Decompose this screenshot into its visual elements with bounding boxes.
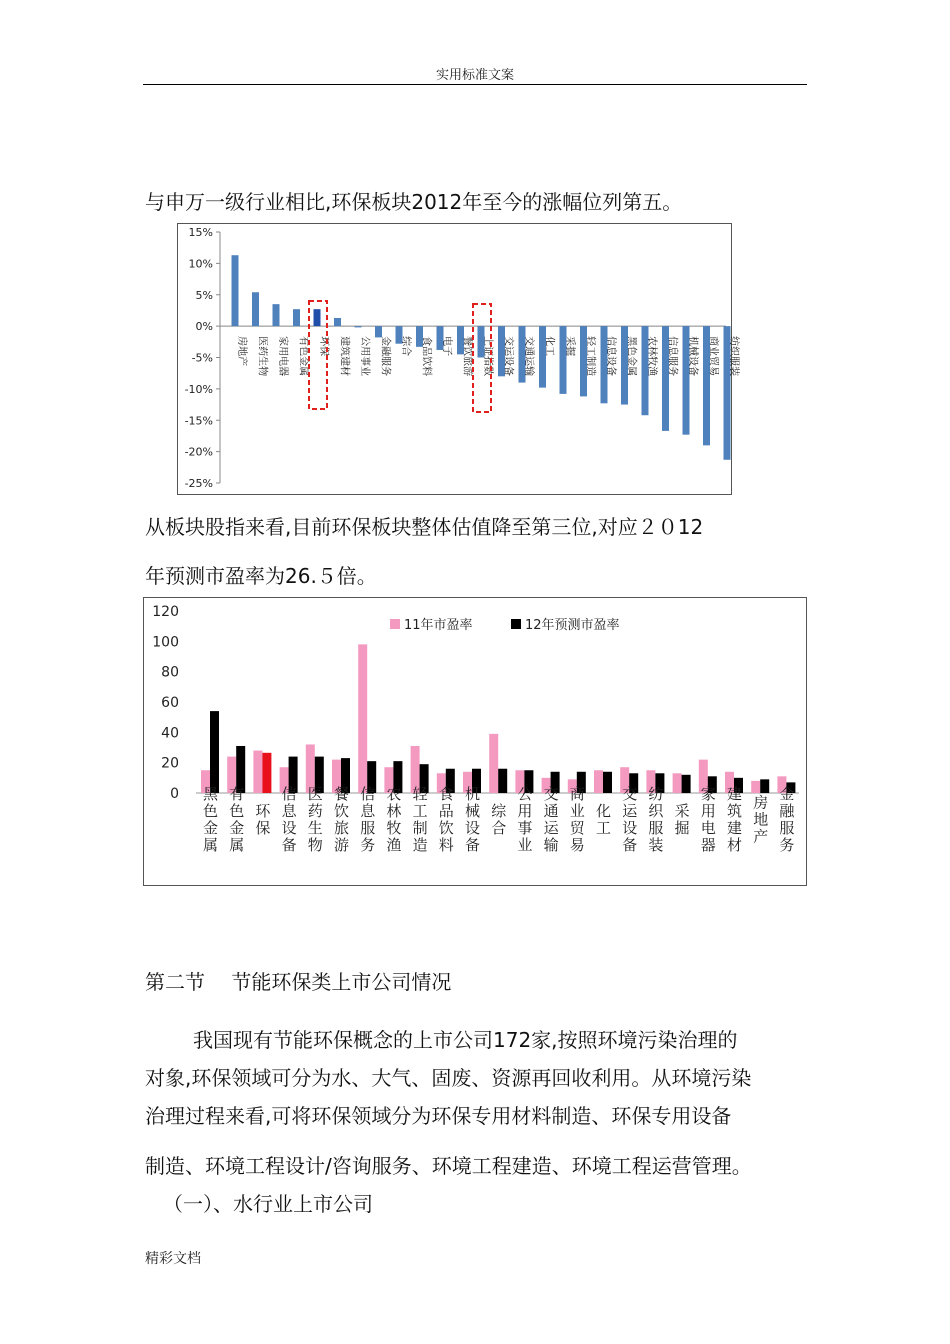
category-label-text: 纺织服装 bbox=[728, 336, 739, 377]
y-tick-label: 0 bbox=[170, 786, 179, 802]
category-label-text: 公用事业 bbox=[359, 336, 370, 377]
category-label bbox=[380, 336, 393, 376]
bar-11 bbox=[358, 644, 367, 793]
bar-12 bbox=[760, 779, 769, 793]
y-tick-label: 80 bbox=[161, 664, 179, 681]
category-label-text: 黑色金属 bbox=[625, 336, 637, 377]
category-label bbox=[441, 336, 454, 356]
category-label bbox=[503, 336, 516, 376]
category-label-text: 医药生物 bbox=[256, 336, 268, 377]
category-label: 采掘 bbox=[672, 803, 691, 837]
category-label-text: 交通运输 bbox=[523, 336, 534, 377]
bar-11 bbox=[253, 751, 262, 793]
bar-11 bbox=[751, 781, 760, 793]
bar-12 bbox=[498, 769, 507, 793]
category-label-text: 商业贸易 bbox=[707, 336, 719, 377]
legend-swatch-11 bbox=[390, 619, 400, 629]
category-label bbox=[236, 336, 249, 366]
category-label: 建筑建材 bbox=[725, 786, 743, 854]
category-label bbox=[277, 336, 290, 376]
page-footer: 精彩文档 bbox=[145, 1251, 201, 1267]
category-label: 化工 bbox=[594, 803, 612, 837]
category-label bbox=[605, 336, 618, 376]
y-tick-label: 100 bbox=[152, 634, 179, 651]
category-label bbox=[544, 336, 557, 356]
body-line-4: 制造、环境工程设计/咨询服务、环境工程建造、环境工程运营管理。 bbox=[145, 1154, 752, 1178]
bar-12 bbox=[682, 775, 691, 793]
y-tick-label: -20% bbox=[184, 445, 213, 459]
category-label: 信息设备 bbox=[279, 786, 298, 854]
category-label: 交运设备 bbox=[620, 786, 639, 854]
category-label-text: 农林牧渔 bbox=[646, 336, 657, 377]
bar bbox=[273, 304, 280, 326]
y-tick-label: 15% bbox=[188, 226, 213, 239]
category-label-text: 电子 bbox=[441, 336, 452, 357]
body-line-1: 我国现有节能环保概念的上市公司172家,按照环境污染治理的 bbox=[193, 1028, 738, 1052]
category-label: 轻工制造 bbox=[410, 786, 429, 854]
y-tick-label: -15% bbox=[184, 414, 213, 428]
page-header: 实用标准文案 bbox=[435, 68, 514, 83]
category-label-text: 采掘 bbox=[564, 336, 575, 357]
category-label-text: 房地产 bbox=[236, 336, 247, 367]
body-line-3: 治理过程来看,可将环保领域分为环保专用材料制造、环保专用设备 bbox=[145, 1104, 732, 1128]
category-label: 食品饮料 bbox=[436, 786, 455, 854]
category-label: 金融服务 bbox=[777, 786, 796, 854]
category-label bbox=[687, 336, 700, 376]
y-tick-label: 20 bbox=[161, 755, 179, 772]
category-label: 医药生物 bbox=[305, 786, 324, 854]
category-label: 综合 bbox=[489, 803, 508, 837]
category-label bbox=[667, 336, 680, 376]
bar bbox=[334, 318, 341, 326]
category-label-text: 餐饮旅游 bbox=[461, 336, 473, 377]
category-label: 农林牧渔 bbox=[384, 786, 403, 854]
legend-label-12: 12年预测市盈率 bbox=[525, 618, 620, 633]
header-rule bbox=[143, 84, 807, 85]
category-label: 交通运输 bbox=[541, 786, 560, 854]
bar-11 bbox=[673, 773, 682, 793]
category-label bbox=[359, 336, 372, 376]
category-label bbox=[626, 336, 639, 376]
category-label: 信息服务 bbox=[358, 786, 377, 854]
category-label: 家用电器 bbox=[698, 786, 717, 854]
category-label-text: 建筑建材 bbox=[338, 336, 350, 377]
y-tick-label: 10% bbox=[188, 257, 213, 271]
category-label bbox=[339, 336, 352, 376]
bar-12 bbox=[262, 753, 271, 793]
category-label-text: 环保 bbox=[318, 336, 329, 357]
legend-swatch-12 bbox=[511, 619, 521, 629]
category-label: 有色金属 bbox=[227, 786, 246, 854]
bar-11 bbox=[594, 770, 603, 793]
category-label: 公用事业 bbox=[515, 786, 534, 854]
bar-12 bbox=[210, 711, 219, 793]
industry-performance-chart bbox=[177, 223, 739, 495]
category-label bbox=[482, 336, 495, 376]
bar bbox=[355, 326, 362, 327]
category-label bbox=[646, 336, 659, 376]
category-label-text: 轻工制造 bbox=[584, 336, 596, 377]
category-label: 餐饮旅游 bbox=[332, 786, 350, 854]
y-tick-label: 5% bbox=[195, 288, 213, 302]
category-label-text: 机械设备 bbox=[687, 336, 698, 377]
category-label: 环保 bbox=[253, 803, 272, 837]
category-label-text: 上证指数 bbox=[482, 336, 493, 377]
y-tick-label: -25% bbox=[184, 477, 213, 490]
category-label-text: 家用电器 bbox=[277, 336, 288, 377]
y-tick-label: 0% bbox=[195, 320, 213, 334]
category-label bbox=[318, 336, 331, 356]
body-line-2: 对象,环保领域可分为水、大气、固废、资源再回收利用。从环境污染 bbox=[145, 1066, 752, 1090]
category-label-text: 食品饮料 bbox=[420, 336, 432, 377]
paragraph-2: 从板块股指来看,目前环保板块整体估值降至第三位,对应２０12 bbox=[145, 515, 704, 539]
category-label: 机械设备 bbox=[463, 786, 481, 854]
paragraph-1: 与申万一级行业相比,环保板块2012年至今的涨幅位列第五。 bbox=[145, 190, 683, 214]
category-label bbox=[708, 336, 721, 376]
legend-label-11: 11年市盈率 bbox=[404, 618, 473, 633]
y-tick-label: 40 bbox=[161, 725, 179, 742]
paragraph-3: 年预测市盈率为26.５倍。 bbox=[145, 564, 377, 588]
category-label-text: 有色金属 bbox=[297, 336, 309, 377]
section-title: 第二节 节能环保类上市公司情况 bbox=[145, 970, 452, 994]
y-tick-label: 120 bbox=[152, 604, 179, 620]
bar-12 bbox=[603, 772, 612, 793]
pe-ratio-svg bbox=[144, 598, 806, 885]
category-label-text: 化工 bbox=[543, 336, 555, 357]
y-tick-label: -10% bbox=[184, 382, 213, 396]
category-label bbox=[564, 336, 577, 356]
y-tick-label: 60 bbox=[161, 695, 179, 711]
category-label-text: 信息服务 bbox=[666, 336, 678, 377]
subsection-title: （一）、水行业上市公司 bbox=[163, 1192, 373, 1216]
bar bbox=[314, 309, 321, 326]
category-label: 黑色金属 bbox=[201, 786, 219, 854]
category-label: 纺织服装 bbox=[646, 786, 665, 854]
category-label bbox=[257, 336, 270, 376]
bar bbox=[252, 292, 259, 326]
category-label: 房地产 bbox=[751, 794, 770, 846]
category-label-text: 金融服务 bbox=[379, 336, 391, 377]
category-label bbox=[421, 336, 434, 376]
bar bbox=[232, 255, 239, 326]
category-label bbox=[523, 336, 536, 376]
category-label-text: 信息设备 bbox=[605, 336, 616, 377]
bar bbox=[293, 309, 300, 326]
category-label-text: 综合 bbox=[400, 336, 411, 357]
category-label-text: 交运设备 bbox=[502, 336, 514, 377]
industry-performance-svg bbox=[178, 224, 739, 494]
category-label: 商业贸易 bbox=[567, 786, 586, 854]
category-label bbox=[585, 336, 598, 376]
category-label bbox=[400, 336, 413, 356]
y-tick-label: -5% bbox=[191, 351, 213, 365]
category-label bbox=[728, 336, 741, 376]
bar-11 bbox=[489, 734, 498, 793]
pe-ratio-chart bbox=[143, 597, 807, 886]
